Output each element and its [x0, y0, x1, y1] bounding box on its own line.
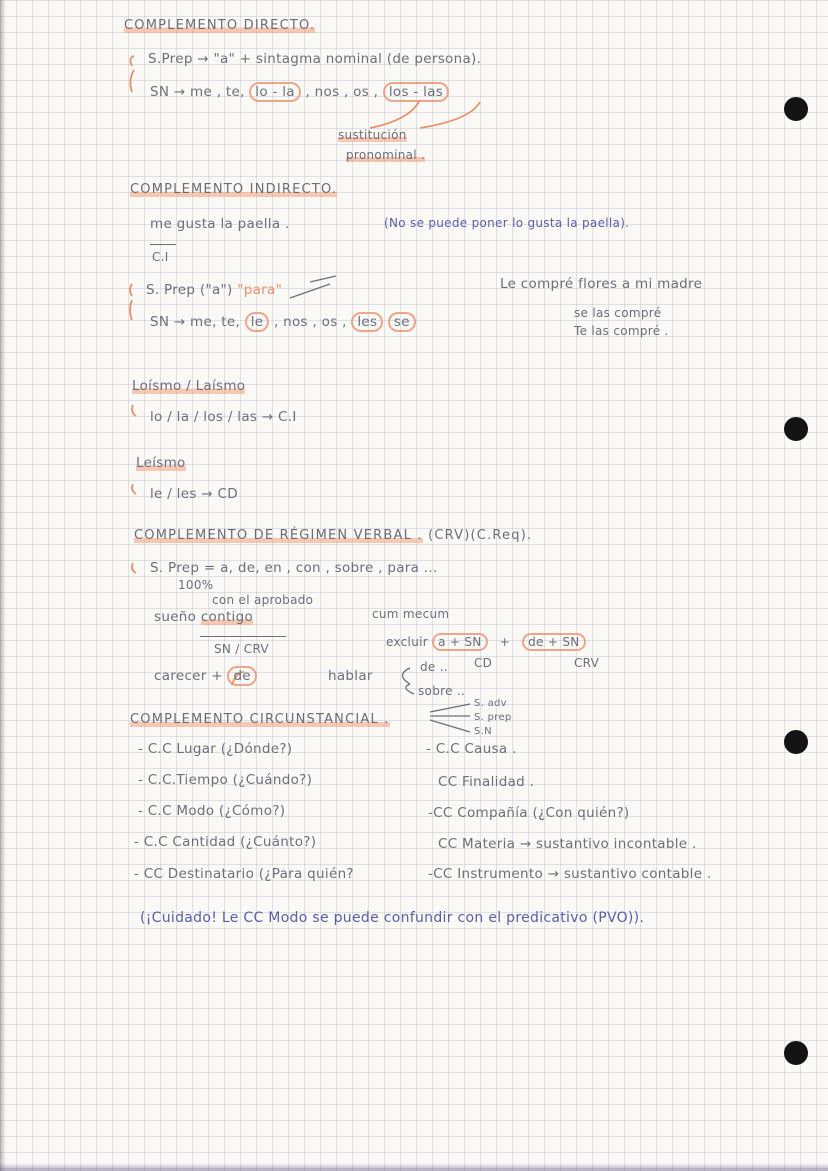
cd-pronominal: pronominal . — [346, 148, 426, 162]
crv-sprep-rule: S. Prep = a, de, en , con , sobre , para ... — [150, 560, 438, 576]
cc-right-item: CC Finalidad . — [438, 774, 535, 790]
cd-sustitucion: sustitución — [338, 128, 407, 142]
cc-left-item: - C.C Cantidad (¿Cuánto?) — [134, 834, 317, 850]
cd-sn-mid: , nos , os , — [305, 84, 379, 100]
cc-right-item: -CC Compañía (¿Con quién?) — [428, 805, 630, 821]
crv-cum-mecum: cum mecum — [372, 607, 450, 621]
crv-hablar-sobre: sobre .. — [418, 684, 466, 698]
cc-right-item: CC Materia → sustantivo incontable . — [438, 836, 697, 852]
crv-a-sn: a + SN — [432, 633, 487, 651]
cd-sprep-rule: S.Prep → "a" + sintagma nominal (de persona). — [148, 51, 482, 67]
ci-sn-mid: , nos , os , — [273, 314, 347, 330]
crv-percent: 100% — [178, 578, 214, 592]
cc-type-sprep: S. prep — [474, 712, 512, 723]
ci-para-crossed: "para" — [237, 282, 283, 298]
crv-sueno: sueño — [154, 609, 197, 625]
ci-underline — [150, 244, 176, 245]
crv-crv-label: CRV — [574, 656, 600, 670]
cd-pronoun-circle-1: lo - la — [249, 82, 301, 102]
ci-sn-rule — [150, 314, 416, 330]
cd-sn-prefix: SN → me , te, — [150, 84, 245, 100]
crv-fraction-line — [200, 636, 286, 637]
ci-sprep-rule — [146, 282, 282, 298]
ci-example-3: Te las compré . — [574, 324, 669, 338]
crv-hablar-de: de .. — [420, 660, 448, 674]
crv-carecer: carecer + — [154, 668, 223, 684]
crv-de-circle: de — [227, 666, 256, 686]
crv-sueno-example — [154, 609, 253, 625]
cc-right-item: - C.C Causa . — [426, 741, 517, 757]
cc-left-item: - C.C Lugar (¿Dónde?) — [138, 741, 293, 757]
crv-cd-label: CD — [474, 656, 493, 670]
crv-excluir: excluir — [386, 635, 428, 649]
cc-left-item: - CC Destinatario (¿Para quién? — [134, 866, 354, 882]
cc-left-item: - C.C Modo (¿Cómo?) — [138, 803, 286, 819]
ci-title: COMPLEMENTO INDIRECTO. — [130, 182, 338, 197]
cd-sn-rule — [150, 84, 449, 100]
crv-de-sn: de + SN — [522, 633, 585, 651]
cc-type-sadv: S. adv — [474, 698, 507, 709]
leismo-title: Leísmo — [136, 455, 186, 471]
cd-title: COMPLEMENTO DIRECTO. — [124, 18, 316, 33]
ci-sprep: S. Prep ("a") — [146, 282, 233, 298]
crv-plus: + — [499, 635, 511, 649]
cc-right-item: -CC Instrumento → sustantivo contable . — [428, 866, 712, 882]
leismo-rule: le / les → CD — [150, 486, 238, 502]
cc-title: COMPLEMENTO CIRCUNSTANCIAL . — [130, 712, 390, 727]
cc-type-sn: S.N — [474, 726, 492, 737]
loismo-rule: lo / la / los / las → C.I — [150, 409, 297, 425]
ci-example: me gusta la paella . — [150, 216, 290, 232]
crv-title: COMPLEMENTO DE RÉGIMEN VERBAL . — [134, 528, 423, 543]
crv-hablar: hablar — [328, 668, 373, 684]
crv-excluir-example — [386, 635, 586, 649]
cc-warning: (¡Cuidado! Le CC Modo se puede confundir con el predicativo (PVO)). — [140, 910, 645, 926]
crv-contigo: contigo — [200, 609, 254, 625]
ci-pronoun-le: le — [245, 312, 270, 332]
ci-example-2: se las compré — [574, 306, 662, 320]
ci-sn-prefix: SN → me, te, — [150, 314, 241, 330]
cc-left-item: - C.C.Tiempo (¿Cuándo?) — [138, 772, 313, 788]
crv-carecer-example — [154, 668, 257, 684]
ci-label: C.I — [152, 250, 169, 264]
cd-pronoun-circle-2: los - las — [383, 82, 449, 102]
loismo-title: Loísmo / Laísmo — [132, 378, 246, 394]
ci-pronoun-les: les — [351, 312, 383, 332]
crv-con-aprobado: con el aprobado — [212, 593, 314, 607]
ci-pronoun-se: se — [388, 312, 416, 332]
crv-abbr: (CRV)(C.Req). — [428, 528, 533, 543]
crv-sn-crv: SN / CRV — [214, 642, 269, 656]
ci-note: (No se puede poner lo gusta la paella). — [384, 216, 630, 230]
ci-example-1: Le compré flores a mi madre — [500, 276, 703, 292]
